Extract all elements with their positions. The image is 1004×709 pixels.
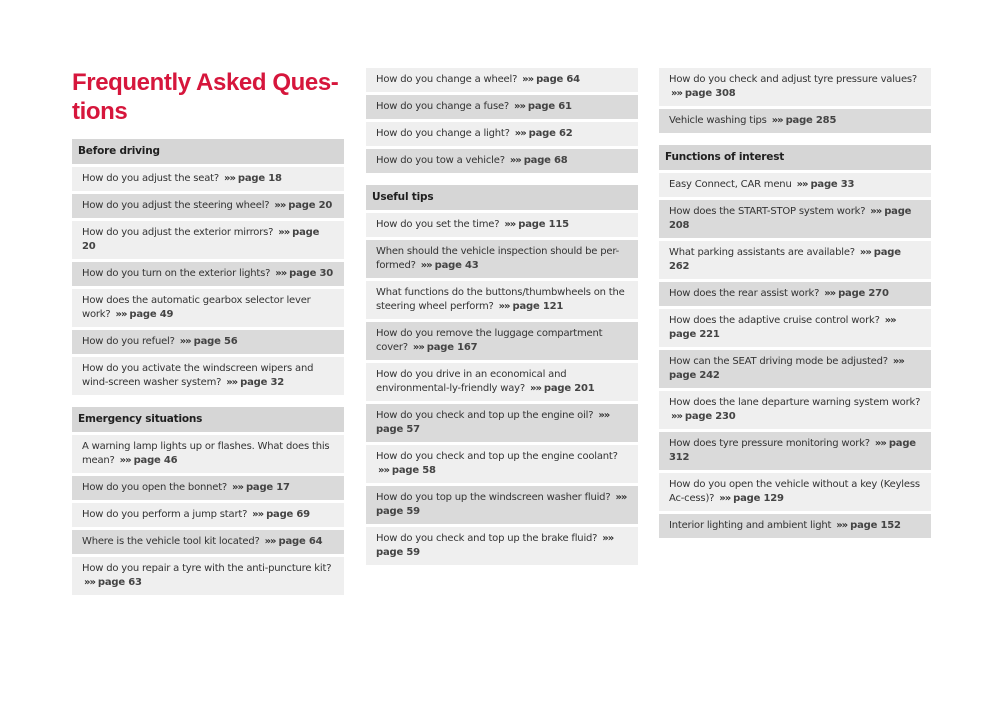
faq-item xyxy=(72,435,344,473)
page-reference-arrow-icon: »» xyxy=(836,520,848,531)
page-reference-arrow-icon: »» xyxy=(278,227,290,238)
page-reference-link[interactable]: page 221 xyxy=(669,329,720,340)
page-reference-link[interactable]: page 201 xyxy=(543,383,595,394)
faq-item xyxy=(659,473,931,511)
faq-question: When should the vehicle inspection should be per-formed? xyxy=(376,246,620,271)
page-reference-arrow-icon: »» xyxy=(615,492,627,503)
page-reference-link[interactable]: page 68 xyxy=(523,155,568,166)
page-reference-link[interactable]: page 33 xyxy=(810,179,855,190)
page-reference-arrow-icon: »» xyxy=(264,536,276,547)
faq-item xyxy=(366,213,638,237)
page-reference-arrow-icon: »» xyxy=(378,465,389,476)
page-reference-link[interactable]: page 262 xyxy=(669,247,901,272)
page-reference-arrow-icon: »» xyxy=(514,128,526,139)
faq-item xyxy=(659,200,931,238)
page-reference-arrow-icon: »» xyxy=(892,356,904,367)
faq-item xyxy=(659,391,931,429)
faq-item xyxy=(72,221,344,259)
page-reference-link[interactable]: page 59 xyxy=(376,506,420,517)
page-reference-arrow-icon: »» xyxy=(420,260,432,271)
faq-item xyxy=(72,530,344,554)
page-reference-arrow-icon: »» xyxy=(824,288,836,299)
page-reference-arrow-icon: »» xyxy=(179,336,191,347)
page-reference-link[interactable]: page 129 xyxy=(733,493,784,504)
faq-question: How do you check and adjust tyre pressure values? xyxy=(669,74,918,85)
faq-question: How does the lane departure warning system work? xyxy=(669,397,921,408)
faq-question: How do you check and top up the engine oil? xyxy=(376,410,594,421)
faq-question: How does the rear assist work? xyxy=(669,288,820,299)
section-heading: Emergency situations xyxy=(72,407,344,432)
page-reference-link[interactable]: page 64 xyxy=(278,536,323,547)
page-reference-link[interactable]: page 312 xyxy=(669,438,916,463)
faq-item xyxy=(659,241,931,279)
faq-question: How do you change a fuse? xyxy=(376,101,510,112)
faq-question: How can the SEAT driving mode be adjusted? xyxy=(669,356,888,367)
page-reference-link[interactable]: page 61 xyxy=(527,101,572,112)
page-reference-arrow-icon: »» xyxy=(226,377,238,388)
faq-item xyxy=(72,167,344,191)
page-reference-link[interactable]: page 20 xyxy=(288,200,333,211)
page-reference-link[interactable]: page 18 xyxy=(237,173,282,184)
faq-item xyxy=(659,514,931,538)
page-reference-link[interactable]: page 58 xyxy=(391,465,436,476)
page-reference-arrow-icon: »» xyxy=(275,268,287,279)
page-reference-link[interactable]: page 56 xyxy=(193,336,238,347)
page-reference-link[interactable]: page 43 xyxy=(434,260,479,271)
page-reference-link[interactable]: page 270 xyxy=(838,288,889,299)
faq-item xyxy=(659,282,931,306)
faq-item xyxy=(366,122,638,146)
faq-section xyxy=(72,407,344,595)
page-reference-link[interactable]: page 30 xyxy=(289,268,334,279)
page-reference-arrow-icon: »» xyxy=(514,101,525,112)
page-reference-arrow-icon: »» xyxy=(602,533,614,544)
section-heading: Before driving xyxy=(72,139,344,164)
column-2 xyxy=(366,68,638,577)
page-reference-arrow-icon: »» xyxy=(671,88,682,99)
faq-question: How do you check and top up the brake fluid? xyxy=(376,533,598,544)
page-reference-arrow-icon: »» xyxy=(84,577,95,588)
faq-question: How do you change a light? xyxy=(376,128,510,139)
faq-section xyxy=(72,139,344,395)
page-reference-link[interactable]: page 64 xyxy=(536,74,580,85)
faq-item xyxy=(366,240,638,278)
column-3 xyxy=(659,68,931,550)
faq-question: How do you perform a jump start? xyxy=(82,509,248,520)
faq-item xyxy=(72,357,344,395)
faq-item xyxy=(659,173,931,197)
page-reference-arrow-icon: »» xyxy=(870,206,882,217)
faq-item xyxy=(659,68,931,106)
page-reference-arrow-icon: »» xyxy=(224,173,235,184)
faq-question: A warning lamp lights up or flashes. What does this mean? xyxy=(82,441,330,466)
faq-item xyxy=(366,281,638,319)
page-reference-arrow-icon: »» xyxy=(522,74,534,85)
page-reference-link[interactable]: page 17 xyxy=(245,482,290,493)
faq-question: How do you check and top up the engine coolant? xyxy=(376,451,618,462)
faq-question: How do you drive in an economical and environmental-ly-friendly way? xyxy=(376,369,567,394)
page-reference-arrow-icon: »» xyxy=(498,301,510,312)
page-reference-link[interactable]: page 59 xyxy=(376,547,420,558)
faq-item xyxy=(659,309,931,347)
faq-question: How do you remove the luggage compartment cover? xyxy=(376,328,603,353)
faq-question: How do you top up the windscreen washer fluid? xyxy=(376,492,611,503)
page-reference-link[interactable]: page 49 xyxy=(129,309,174,320)
page-reference-arrow-icon: »» xyxy=(115,309,127,320)
page-reference-arrow-icon: »» xyxy=(232,482,243,493)
page-reference-arrow-icon: »» xyxy=(671,411,682,422)
page-reference-link[interactable]: page 152 xyxy=(850,520,901,531)
faq-question: What functions do the buttons/thumbwheels on the steering wheel perform? xyxy=(376,287,625,312)
page-reference-link[interactable]: page 32 xyxy=(240,377,284,388)
page-reference-arrow-icon: »» xyxy=(796,179,808,190)
faq-question: Easy Connect, CAR menu xyxy=(669,179,792,190)
faq-item xyxy=(659,432,931,470)
page-reference-link[interactable]: page 308 xyxy=(684,88,736,99)
faq-question: How do you change a wheel? xyxy=(376,74,518,85)
page-reference-arrow-icon: »» xyxy=(529,383,541,394)
page-reference-link[interactable]: page 208 xyxy=(669,206,912,231)
faq-question: How do you adjust the seat? xyxy=(82,173,220,184)
page-reference-link[interactable]: page 46 xyxy=(133,455,178,466)
faq-question: How do you refuel? xyxy=(82,336,175,347)
section-heading: Functions of interest xyxy=(659,145,931,170)
page-reference-link[interactable]: page 69 xyxy=(266,509,310,520)
faq-item xyxy=(72,557,344,595)
faq-question: How do you open the vehicle without a key (Keyless Ac-cess)? xyxy=(669,479,920,504)
faq-question: Vehicle washing tips xyxy=(669,115,767,126)
faq-question: How do you turn on the exterior lights? xyxy=(82,268,271,279)
faq-item xyxy=(72,194,344,218)
faq-question: How does the adaptive cruise control work? xyxy=(669,315,880,326)
section-heading: Useful tips xyxy=(366,185,638,210)
faq-question: Where is the vehicle tool kit located? xyxy=(82,536,260,547)
page-reference-link[interactable]: page 57 xyxy=(376,424,420,435)
page-reference-link[interactable]: page 115 xyxy=(518,219,569,230)
page-reference-link[interactable]: page 167 xyxy=(426,342,478,353)
faq-item xyxy=(366,363,638,401)
faq-item xyxy=(366,445,638,483)
page-reference-arrow-icon: »» xyxy=(719,493,731,504)
page-reference-link[interactable]: page 121 xyxy=(512,301,564,312)
page-reference-arrow-icon: »» xyxy=(598,410,610,421)
faq-question: How does the automatic gearbox selector lever work? xyxy=(82,295,311,320)
faq-section xyxy=(659,145,931,538)
faq-question: How does the START-STOP system work? xyxy=(669,206,866,217)
page-reference-arrow-icon: »» xyxy=(119,455,131,466)
page-reference-arrow-icon: »» xyxy=(504,219,516,230)
faq-item xyxy=(366,404,638,442)
faq-question: How do you adjust the steering wheel? xyxy=(82,200,270,211)
faq-item xyxy=(72,503,344,527)
page-reference-arrow-icon: »» xyxy=(274,200,286,211)
page-reference-link[interactable]: page 20 xyxy=(82,227,320,252)
faq-question: How do you adjust the exterior mirrors? xyxy=(82,227,274,238)
faq-item xyxy=(366,486,638,524)
faq-item xyxy=(72,330,344,354)
page-reference-arrow-icon: »» xyxy=(771,115,783,126)
page-reference-arrow-icon: »» xyxy=(874,438,886,449)
faq-item xyxy=(72,262,344,286)
page-reference-arrow-icon: »» xyxy=(252,509,264,520)
faq-item xyxy=(366,95,638,119)
faq-item xyxy=(366,68,638,92)
faq-item xyxy=(72,289,344,327)
faq-question: Interior lighting and ambient light xyxy=(669,520,832,531)
faq-question: How do you repair a tyre with the anti-puncture kit? xyxy=(82,563,332,574)
faq-item xyxy=(366,527,638,565)
faq-item xyxy=(72,476,344,500)
page-reference-arrow-icon: »» xyxy=(859,247,871,258)
faq-question: What parking assistants are available? xyxy=(669,247,855,258)
page-reference-arrow-icon: »» xyxy=(884,315,896,326)
page-reference-link[interactable]: page 63 xyxy=(97,577,142,588)
faq-item xyxy=(659,109,931,133)
page-title: Frequently Asked Ques- tions xyxy=(72,69,339,125)
faq-question: How does tyre pressure monitoring work? xyxy=(669,438,870,449)
faq-question: How do you open the bonnet? xyxy=(82,482,228,493)
page-reference-link[interactable]: page 62 xyxy=(528,128,573,139)
page-reference-arrow-icon: »» xyxy=(412,342,424,353)
faq-item xyxy=(659,350,931,388)
page-reference-arrow-icon: »» xyxy=(509,155,521,166)
faq-section xyxy=(366,68,638,173)
faq-item xyxy=(366,322,638,360)
page-reference-link[interactable]: page 230 xyxy=(684,411,736,422)
faq-section xyxy=(366,185,638,565)
faq-item xyxy=(366,149,638,173)
column-1 xyxy=(72,68,344,607)
page-reference-link[interactable]: page 242 xyxy=(669,370,720,381)
page-reference-link[interactable]: page 285 xyxy=(785,115,837,126)
faq-question: How do you activate the windscreen wipers and wind-screen washer system? xyxy=(82,363,314,388)
faq-question: How do you set the time? xyxy=(376,219,500,230)
faq-question: How do you tow a vehicle? xyxy=(376,155,505,166)
faq-section xyxy=(659,68,931,133)
